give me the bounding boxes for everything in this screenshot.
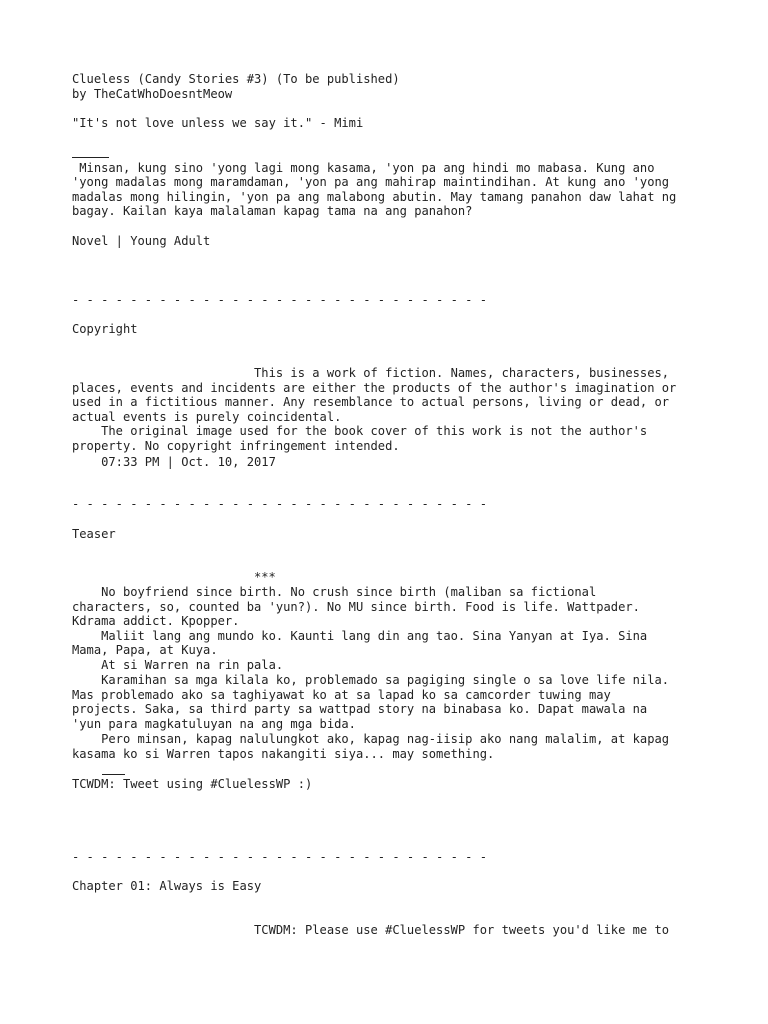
scene-break-stars: *** xyxy=(254,570,276,584)
tagline-quote: "It's not love unless we say it." - Mimi xyxy=(72,116,364,130)
teaser-line: Pero minsan, kapag nalulungkot ako, kapag nag-iisip ako nang malalim, at kapag xyxy=(72,732,670,746)
blurb-line: 'yong madalas mong maramdaman, 'yon pa ang mahirap maintindihan. At kung ano 'yong xyxy=(72,175,670,189)
teaser-line: At si Warren na rin pala. xyxy=(72,658,284,672)
copyright-line: property. No copyright infringement intended. xyxy=(72,439,400,453)
teaser-line: 'yun para magkatuluyan na ang mga bida. xyxy=(72,717,356,731)
genre-label: Novel | Young Adult xyxy=(72,234,211,248)
section-separator: - - - - - - - - - - - - - - - - - - - - - - - - - - - - - xyxy=(72,850,488,864)
teaser-line: Mas problemado ako sa taghiyawat ko at sa lapad ko sa camcorder tuwing may xyxy=(72,688,611,702)
blurb-line: Minsan, kung sino 'yong lagi mong kasama, 'yon pa ang hindi mo mabasa. Kung ano xyxy=(72,161,655,175)
copyright-line: actual events is purely coincidental. xyxy=(72,410,342,424)
section-separator: - - - - - - - - - - - - - - - - - - - - - - - - - - - - - xyxy=(72,497,488,511)
teaser-line: No boyfriend since birth. No crush since birth (maliban sa fictional xyxy=(72,585,597,599)
copyright-line: places, events and incidents are either the products of the author's imagination or xyxy=(72,381,677,395)
copyright-line: The original image used for the book cover of this work is not the author's xyxy=(72,424,648,438)
copyright-line: used in a fictitious manner. Any resemblance to actual persons, living or dead, or xyxy=(72,395,670,409)
section-underline xyxy=(102,774,125,775)
teaser-line: kasama ko si Warren tapos nakangiti siya... may something. xyxy=(72,747,495,761)
copyright-line: This is a work of fiction. Names, characters, businesses, xyxy=(72,366,670,380)
author-byline: by TheCatWhoDoesntMeow xyxy=(72,87,233,101)
section-underline xyxy=(72,157,109,158)
blurb-line: bagay. Kailan kaya malalaman kapag tama na ang panahon? xyxy=(72,204,473,218)
chapter-heading: Chapter 01: Always is Easy xyxy=(72,879,262,893)
author-note: TCWDM: Tweet using #CluelessWP :) xyxy=(72,777,313,791)
section-separator: - - - - - - - - - - - - - - - - - - - - - - - - - - - - - xyxy=(72,293,488,307)
teaser-line: Mama, Papa, at Kuya. xyxy=(72,643,218,657)
chapter-author-note: TCWDM: Please use #CluelessWP for tweets you'd like me to xyxy=(72,923,670,937)
teaser-line: Kdrama addict. Kpopper. xyxy=(72,614,240,628)
teaser-line: projects. Saka, sa third party sa wattpad story na binabasa ko. Dapat mawala na xyxy=(72,702,648,716)
copyright-timestamp: 07:33 PM | Oct. 10, 2017 xyxy=(72,455,276,469)
blurb-line: madalas mong hilingin, 'yon pa ang malabong abutin. May tamang panahon daw lahat ng xyxy=(72,190,677,204)
copyright-heading: Copyright xyxy=(72,322,138,336)
teaser-line: characters, so, counted ba 'yun?). No MU since birth. Food is life. Wattpader. xyxy=(72,600,640,614)
teaser-line: Maliit lang ang mundo ko. Kaunti lang din ang tao. Sina Yanyan at Iya. Sina xyxy=(72,629,648,643)
teaser-line: Karamihan sa mga kilala ko, problemado sa pagiging single o sa love life nila. xyxy=(72,673,670,687)
teaser-heading: Teaser xyxy=(72,527,116,541)
document-title: Clueless (Candy Stories #3) (To be published) xyxy=(72,72,400,86)
